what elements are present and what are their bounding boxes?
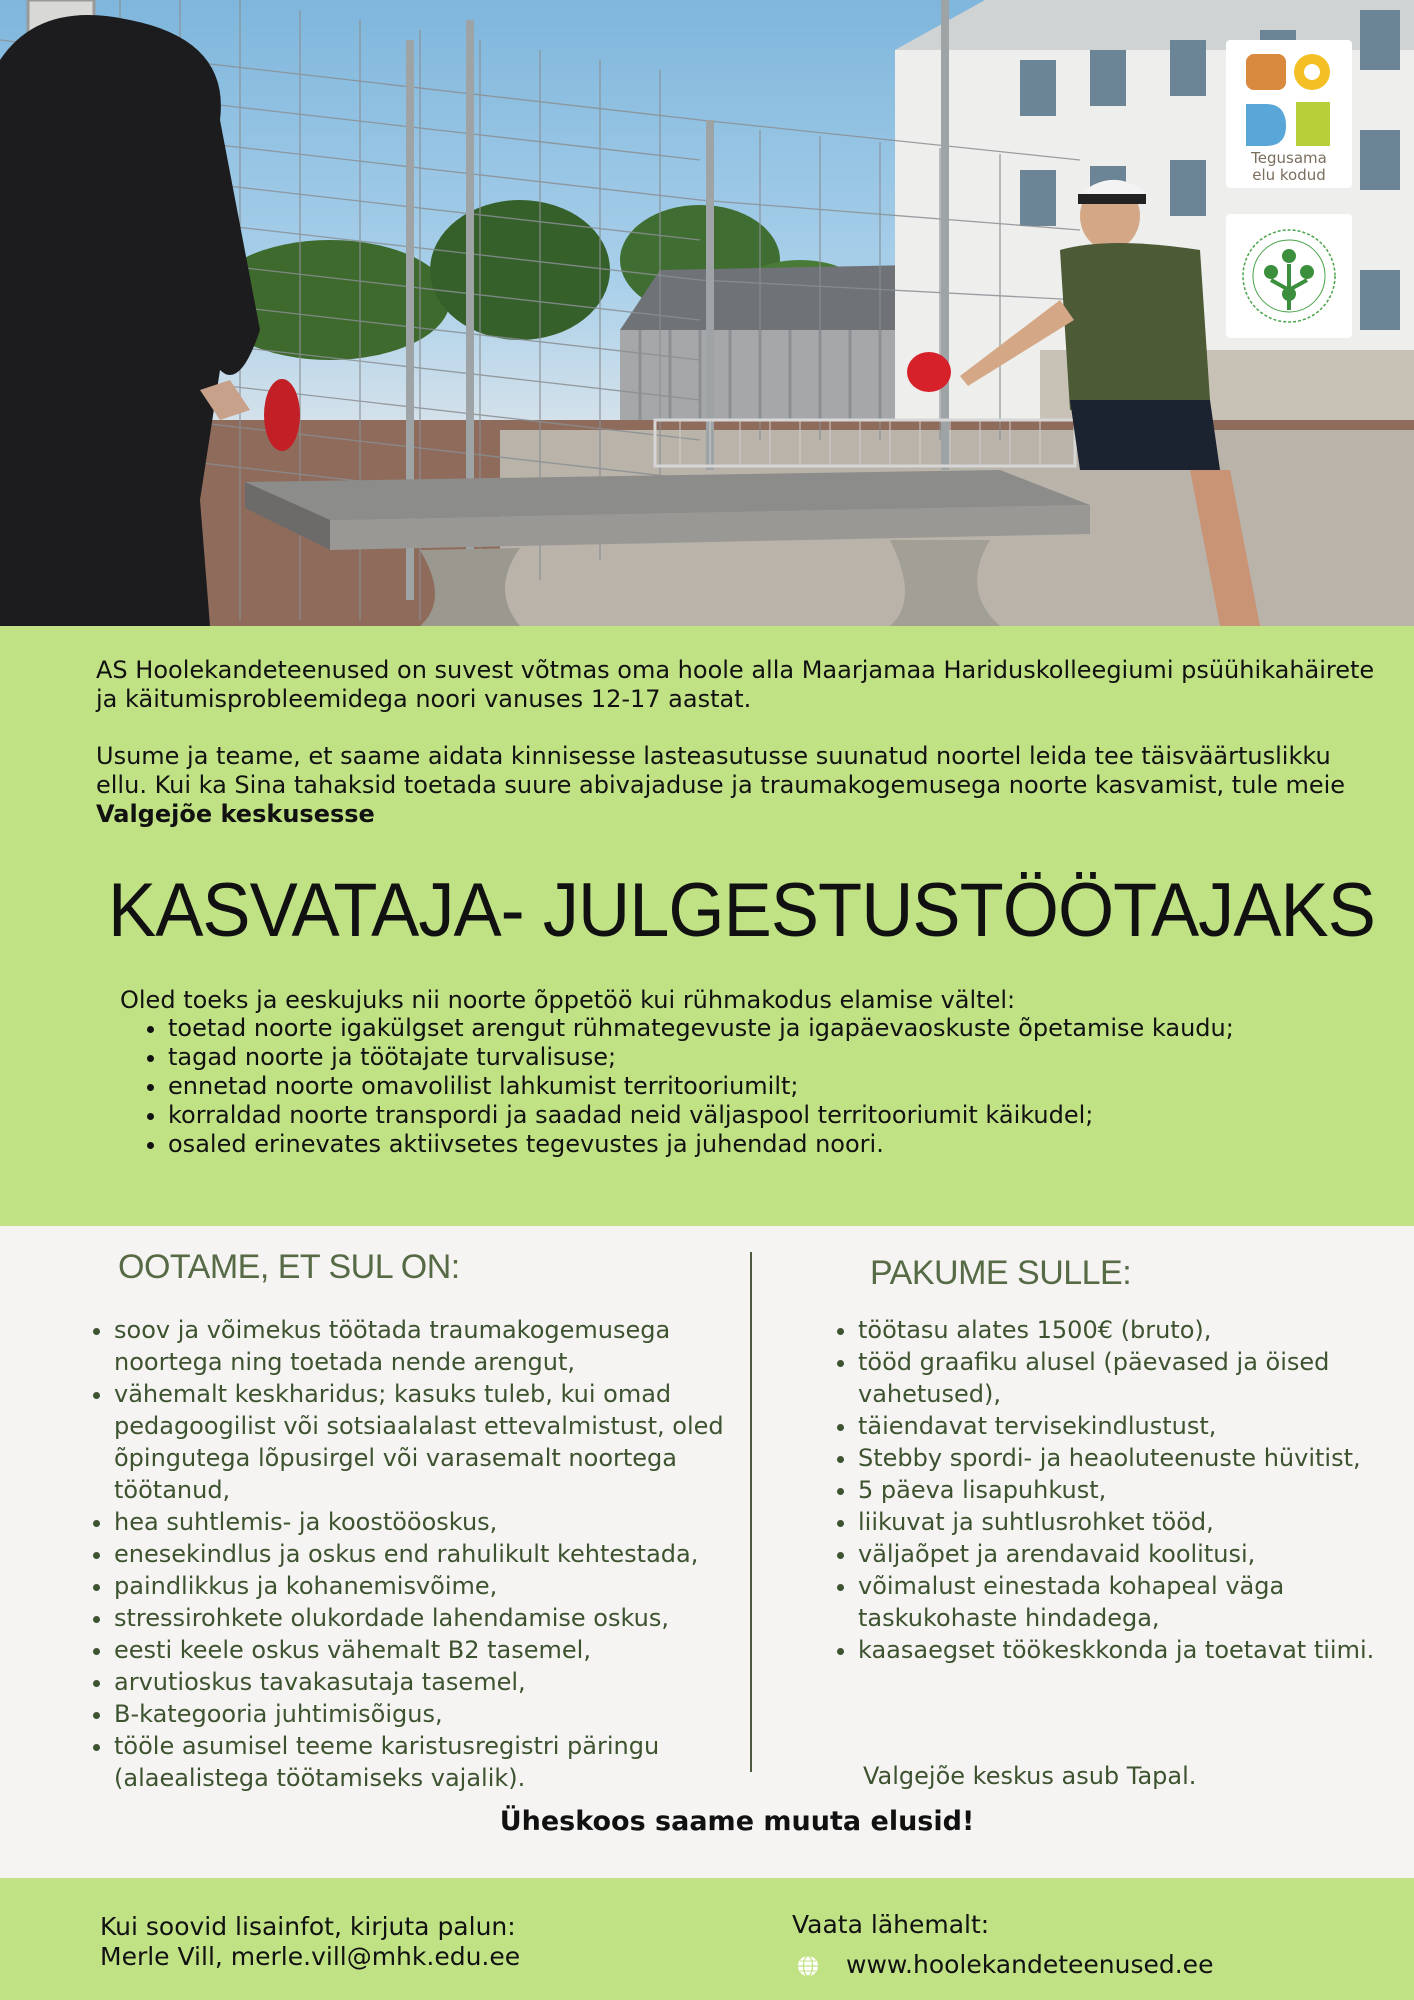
intro-section	[0, 626, 1414, 1226]
requirements-list	[80, 1314, 784, 1794]
globe-icon	[796, 1954, 820, 1978]
center-name: Valgejõe keskusesse	[96, 800, 375, 828]
list-item: • võimalust einestada kohapeal väga taskukohaste hindadega,	[858, 1570, 1414, 1634]
list-item: • paindlikkus ja kohanemisvõime,	[114, 1570, 784, 1602]
contact-prompt: Kui soovid lisainfot, kirjuta palun:	[100, 1912, 516, 1941]
contact-footer	[0, 1878, 1414, 2000]
list-item: • liikuvat ja suhtlusrohket tööd,	[858, 1506, 1414, 1538]
list-item: • korraldad noorte transpordi ja saadad neid väljaspool territooriumit käikudel;	[168, 1101, 1234, 1130]
list-item: • stressirohkete olukordade lahendamise oskus,	[114, 1602, 784, 1634]
list-item: • tagad noorte ja töötajate turvalisuse;	[168, 1043, 1234, 1072]
logo-caption	[1226, 150, 1352, 184]
website-link[interactable]: www.hoolekandeteenused.ee	[846, 1950, 1214, 1979]
intro-paragraph-2-text: Usume ja teame, et saame aidata kinnisesse lasteasutusse suunatud noortel leida tee täisväärtuslikku ellu. Kui ka Sina tahaksid toetada suure abivajaduse ja traumakogemusega noorte kasvamist, tule meie	[96, 742, 1346, 799]
maarjamaa-seal-logo	[1226, 214, 1352, 338]
logo-caption-line2: elu kodud	[1252, 166, 1326, 184]
slogan: Üheskoos saame muuta elusid!	[499, 1806, 975, 1837]
list-item: • tööle asumisel teeme karistusregistri päringu (alaealistega töötamiseks vajalik).	[114, 1730, 784, 1794]
ping-pong-scene-illustration	[0, 0, 1414, 626]
list-item: • väljaõpet ja arendavaid koolitusi,	[858, 1538, 1414, 1570]
logo-caption-line1: Tegusama	[1251, 149, 1327, 167]
offer-title: PAKUME SULLE:	[870, 1254, 1132, 1292]
list-item: • 5 päeva lisapuhkust,	[858, 1474, 1414, 1506]
list-item: • ennetad noorte omavolilist lahkumist territooriumilt;	[168, 1072, 1234, 1101]
list-item: • osaled erinevates aktiivsetes tegevustes ja juhendad noori.	[168, 1130, 1234, 1159]
job-title-headline: KASVATAJA- JULGESTUSTÖÖTAJAKS	[108, 868, 1375, 953]
hero-photo	[0, 0, 1414, 626]
list-item: • B-kategooria juhtimisõigus,	[114, 1698, 784, 1730]
intro-paragraph-1: AS Hoolekandeteenused on suvest võtmas oma hoole alla Maarjamaa Hariduskolleegiumi psüühikahäirete ja käitumisprobleemidega noori vanuses 12-17 aastat.	[96, 656, 1375, 713]
list-item: • soov ja võimekus töötada traumakogemusega noortega ning toetada nende arengut,	[114, 1314, 784, 1378]
kodu-logo-mark	[1226, 40, 1352, 150]
tegusama-elu-kodud-logo	[1226, 40, 1352, 188]
list-item: • tööd graafiku alusel (päevased ja öised vahetused),	[858, 1346, 1414, 1410]
list-item: • Stebby spordi- ja heaoluteenuste hüvitist,	[858, 1442, 1414, 1474]
list-item: • vähemalt keskharidus; kasuks tuleb, kui omad pedagoogilist või sotsiaalalast ettevalmistust, oled õpingutega lõpusirgel või varasemalt noortega töötanud,	[114, 1378, 784, 1506]
column-divider	[750, 1252, 752, 1772]
intro-paragraph-2	[96, 742, 1376, 829]
list-item: • töötasu alates 1500€ (bruto),	[858, 1314, 1414, 1346]
offer-list	[824, 1314, 1414, 1666]
list-item: • enesekindlus ja oskus end rahulikult kehtestada,	[114, 1538, 784, 1570]
contact-person-email[interactable]: Merle Vill, merle.vill@mhk.edu.ee	[100, 1942, 521, 1971]
list-item: • hea suhtlemis- ja koostööoskus,	[114, 1506, 784, 1538]
list-item: • eesti keele oskus vähemalt B2 tasemel,	[114, 1634, 784, 1666]
seal-emblem	[1226, 214, 1352, 338]
duties-lead: Oled toeks ja eeskujuks nii noorte õppetöö kui rühmakodus elamise vältel:	[120, 986, 1016, 1014]
duties-list	[140, 1014, 1234, 1159]
list-item: • toetad noorte igakülgset arengut rühmategevuste ja igapäevaoskuste õpetamise kaudu;	[168, 1014, 1234, 1043]
list-item: • täiendavat tervisekindlustust,	[858, 1410, 1414, 1442]
location-note: Valgejõe keskus asub Tapal.	[863, 1762, 1197, 1790]
list-item: • kaasaegset töökeskkonda ja toetavat tiimi.	[858, 1634, 1414, 1666]
requirements-title: OOTAME, ET SUL ON:	[118, 1248, 460, 1286]
list-item: • arvutioskus tavakasutaja tasemel,	[114, 1666, 784, 1698]
more-info-label: Vaata lähemalt:	[792, 1910, 990, 1939]
